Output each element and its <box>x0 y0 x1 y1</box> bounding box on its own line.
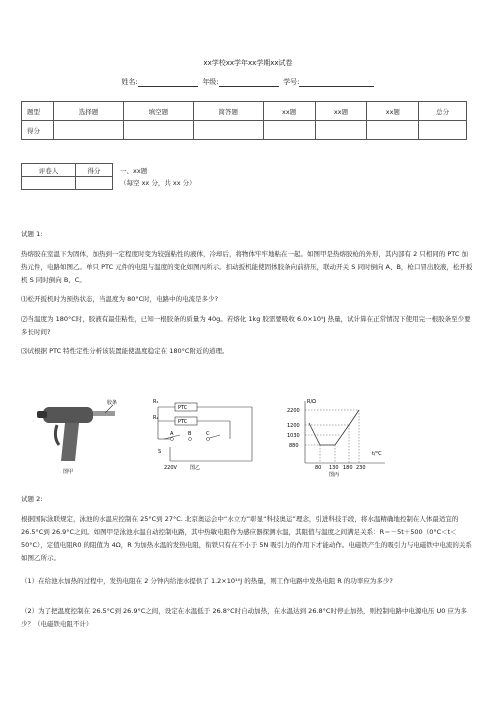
ptc-label-1: PTC <box>178 405 188 411</box>
figure-jia-caption: 图甲 <box>63 469 74 475</box>
grader-table <box>21 163 113 190</box>
contact-a-label: A <box>170 431 174 437</box>
header-cell: 选择题 <box>54 102 124 121</box>
glue-gun-icon <box>37 405 115 461</box>
grader-header: 评卷人 <box>22 164 76 177</box>
figure-yi-caption: 图乙 <box>190 465 201 471</box>
score-table-score-row <box>22 121 467 140</box>
switch-s-label: S <box>158 449 162 455</box>
score-cell[interactable] <box>315 121 367 140</box>
r2-label: R₂ <box>153 415 159 421</box>
name-blank[interactable] <box>138 79 198 87</box>
score-table <box>21 101 467 140</box>
x-tick: 230 <box>356 465 366 471</box>
resistance-curve <box>309 410 359 445</box>
header-cell: xx题 <box>263 102 315 121</box>
id-label: 学号: <box>283 78 300 86</box>
row-label: 得分 <box>22 121 54 140</box>
glue-gun-figure <box>35 395 125 477</box>
question-1-text: 热熔胶在室温下为固体，加热到一定程度时变为较强粘性的液体，冷却后，将物体牢牢地粘在一起。如图甲是热熔胶枪的外形，其内部有 2 只相同的 PTC 加热元件，电路如图乙。单只 PTC 元件的电阻与温度的变化如图丙所示。扣动扳机能使固体胶条向前挤压，联动开关 S 同时倒向 A、B，枪口冒出胶液，松开扳机 S 同时倒向 B、C。 <box>21 250 473 284</box>
score-cell[interactable] <box>193 121 263 140</box>
circuit-figure <box>150 395 260 477</box>
switch-contact-a <box>171 438 174 441</box>
graph-x-label: t/°C <box>372 451 382 457</box>
exam-title: xx学校xx学年xx学期xx试卷 <box>203 59 293 67</box>
ptc-graph-figure <box>285 395 395 477</box>
score-cell[interactable] <box>123 121 193 140</box>
section-heading <box>120 165 196 189</box>
r1-label: R₁ <box>153 399 159 405</box>
header-cell: 总分 <box>419 102 467 121</box>
x-tick: 180 <box>343 465 353 471</box>
header-cell: xx题 <box>367 102 419 121</box>
grader-cell[interactable] <box>22 177 76 190</box>
score-cell[interactable] <box>367 121 419 140</box>
header-cell: 简答题 <box>193 102 263 121</box>
figure-bing-caption: 图丙 <box>329 472 340 477</box>
student-info <box>0 77 496 87</box>
switch-contact-c <box>207 438 210 441</box>
grader-score-header: 得分 <box>76 164 113 177</box>
score-cell[interactable] <box>419 121 467 140</box>
section-title: 一、xx题 <box>120 167 148 175</box>
id-blank[interactable] <box>299 79 374 87</box>
question-1-sub3: ⑶试根据 PTC 特性定性分析该装置能使温度稳定在 180°C附近的道理。 <box>21 347 229 355</box>
x-tick: 80 <box>315 465 322 471</box>
header-cell: 填空题 <box>123 102 193 121</box>
header-cell: xx题 <box>315 102 367 121</box>
grade-blank[interactable] <box>219 79 279 87</box>
y-tick: 1030 <box>287 433 300 439</box>
question-2-sub1: （1）在给池水加热的过程中，发热电阻在 2 分钟内给池水提供了 1.2×10¹⁰J 的热量，则工作电路中发热电阻 R 的功率应为多少? <box>21 577 393 585</box>
contact-b-label: B <box>188 431 192 437</box>
question-1-label: 试题 1: <box>21 230 43 238</box>
switch-contact-b <box>189 438 192 441</box>
header-cell: 题型 <box>22 102 54 121</box>
voltage-label: 220V <box>164 465 177 471</box>
glue-stick-label: 胶条 <box>107 400 118 406</box>
y-tick: 2200 <box>287 408 300 414</box>
grader-score-cell[interactable] <box>76 177 113 190</box>
question-1-sub2: ⑵当温度为 180°C时，胶液有最佳粘性，已知一根胶条的质量为 40g。若熔化 1kg 胶需要吸收 6.0×10⁵J 热量，试计算在正常情况下使用完一根胶条至少要多长时间? <box>21 315 471 336</box>
graph-y-label: R/Ω <box>307 399 316 405</box>
question-2-text: 根据国际泳联规定，泳池的水温应控制在 25°C到 27°C. 北京奥运会中“水立方”彰显“科技奥运”理念，引进科技手段，将水温精确地控制在人体最适宜的 26.5°C到 26.9°C之间。如图甲是泳池水温自动控制电路，其中热敏电阻作为感应器探测水温，其阻值与温度之间满足关系：R＝－5t＋500（0°C＜t＜50°C），定值电阻R0 的阻值为 4Ω，R 为加热水温的发热电阻，衔铁只有在不小于 5N 吸引力的作用下才能动作。电磁铁产生的吸引力与电磁铁中电流的关系如图乙所示。 <box>21 515 472 562</box>
graph-guides <box>305 410 359 463</box>
question-2-label: 试题 2: <box>21 495 43 503</box>
y-tick: 880 <box>289 443 299 449</box>
name-label: 姓名: <box>121 78 138 86</box>
score-cell[interactable] <box>263 121 315 140</box>
section-points: （每空 xx 分，共 xx 分） <box>120 179 196 187</box>
question-1-sub1: ⑴松开扳机时为预热状态，当温度为 80°C时，电路中的电流是多少? <box>21 295 219 303</box>
ptc-label-2: PTC <box>178 419 188 425</box>
y-tick: 1200 <box>287 423 300 429</box>
score-cell[interactable] <box>54 121 124 140</box>
grade-label: 年级: <box>202 78 219 86</box>
contact-c-label: C <box>206 431 210 437</box>
score-table-header-row <box>22 102 467 121</box>
question-2-sub2: （2）为了把温度控制在 26.5°C到 26.9°C之间，设定在水温低于 26.8°C时自动加热，在水温达到 26.8°C时停止加热，则控制电路中电源电压 U0 应为多少？（电磁铁电阻不计） <box>21 607 467 628</box>
x-tick: 130 <box>329 465 339 471</box>
